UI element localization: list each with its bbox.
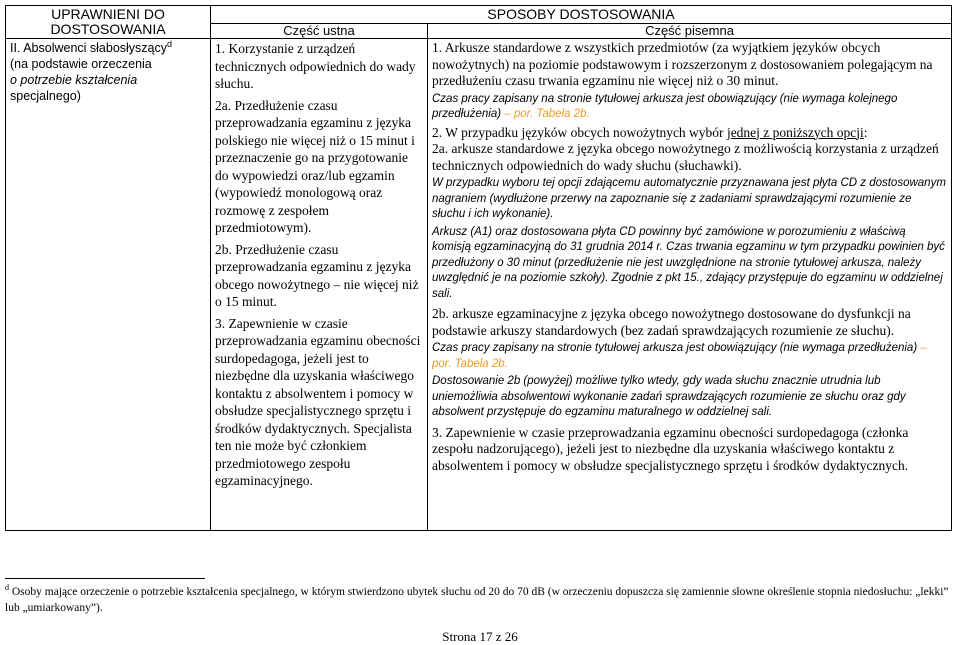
oral-item-1: 1. Korzystanie z urządzeń technicznych odpowiednich do wady słuchu. (215, 41, 416, 91)
written-note-2a: W przypadku wyboru tej opcji zdającemu automatycznie przyznawana jest płyta CD z dostosowanym nagraniem (wydłużone przerwy na zapoznanie się z zadaniami sprawdzającymi rozumienie ze słuchu i ich wykonanie). (432, 177, 946, 220)
header-oral-text: Część ustna (283, 23, 355, 38)
oral-item-2b: 2b. Przedłużenie czasu przeprowadzania egzaminu z języka obcego nowożytnego – nie więcej niż o 15 minut. (215, 241, 419, 309)
written-note-1 (432, 92, 947, 123)
written-note-1-ref: – por. Tabela 2b. (501, 108, 590, 120)
footnote-divider (5, 578, 205, 579)
written-note-1-text: Czas pracy zapisany na stronie tytułowej arkusza jest obowiązujący (nie wymaga kolejnego przedłużenia) (432, 92, 898, 120)
eligible-line4: specjalnego) (10, 89, 81, 103)
written-note-3 (432, 341, 947, 372)
adaptations-table (5, 5, 952, 531)
oral-cell (211, 39, 428, 531)
page-number: Strona 17 z 26 (442, 629, 518, 644)
footnote-ref: d (167, 38, 173, 49)
header-eligible (6, 6, 211, 39)
footnote (5, 584, 955, 616)
written-item-2b: 2b. arkusze egzaminacyjne z języka obcego nowożytnego dostosowane do dysfunkcji na podstawie arkuszy standardowych (bez zadań sprawdzających rozumienie ze słuchu). (432, 306, 911, 338)
eligible-title-text: II. Absolwenci słabosłyszący (10, 41, 168, 55)
written-item-1: 1. Arkusze standardowe z wszystkich przedmiotów (za wyjątkiem języków obcych nowożytnych) na poziomie podstawowym i rozszerzonym z dostosowaniem polegającym na przedłużeniu czasu trwania egzaminu nie więcej niż o 30 minut. (432, 40, 933, 88)
header-methods-text: SPOSOBY DOSTOSOWANIA (487, 6, 675, 22)
eligible-line2: (na podstawie orzeczenia (10, 57, 152, 71)
written-item-2-pre: 2. W przypadku języków obcych nowożytnych wybór (432, 124, 727, 140)
written-note-3-text: Czas pracy zapisany na stronie tytułowej arkusza jest obowiązujący (nie wymaga przedłużenia) (432, 342, 918, 354)
written-item-2a: 2a. arkusze standardowe z języka obcego nowożytnego z możliwością korzystania z urządzeń technicznych odpowiednich do wady słuchu (słuchawki). (432, 141, 939, 173)
written-item-2-post: : (863, 124, 868, 140)
header-written-text: Część pisemna (645, 23, 734, 38)
eligible-title (10, 40, 206, 56)
header-written (428, 24, 952, 39)
written-item-3: 3. Zapewnienie w czasie przeprowadzania egzaminu obecności surdopedagoga (członka zespołu nadzorującego), jeżeli jest to niezbędne dla uzyskania właściwego kontaktu z absolwentem i pomocy w obsłudze specjalistycznego sprzętu i środków dydaktycznych. (432, 424, 909, 473)
written-item-2 (432, 125, 947, 142)
header-methods (211, 6, 952, 24)
header-eligible-text: UPRAWNIENI DO DOSTOSOWANIA (50, 6, 166, 37)
written-note-2b: Arkusz (A1) oraz dostosowana płyta CD powinny być zamówione w porozumieniu z właściwą komisją egzaminacyjną do 31 grudnia 2014 r. Czas trwania egzaminu w tym przypadku powinien być przedłużony o 30 minut (przedłużenie nie jest uwzględnione na stronie tytułowej arkusza, należy uwzględnić je na poziomie szkoły). Zgodnie z pkt 15., zdający przystępuje do egzaminu w oddzielnej sali. (432, 225, 945, 300)
eligible-cell (6, 39, 211, 531)
oral-item-3: 3. Zapewnienie w czasie przeprowadzania egzaminu obecności surdopedagoga, jeżeli jest to niezbędne dla uzyskania właściwego kontaktu z absolwentem i pomocy w obsłudze specjalistycznego sprzętu i środków dydaktycznych. Specjalista ten nie może być członkiem przedmiotowego zespołu egzaminacyjnego. (215, 315, 421, 488)
footnote-text: Osoby mające orzeczenie o potrzebie kształcenia specjalnego, w którym stwierdzono ubytek słuchu od 20 do 70 dB (w orzeczeniu dopuszcza się zamiennie słowne określenie stopnia niedosłuchu: „lekki” lub „umiarkowany”). (5, 586, 949, 614)
written-cell (428, 39, 952, 531)
written-note-4: Dostosowanie 2b (powyżej) możliwe tylko wtedy, gdy wada słuchu znacznie utrudnia lub uniemożliwia absolwentowi wykonanie zadań sprawdzających rozumienie ze słuchu oraz gdy absolwent przystępuje do egzaminu maturalnego w oddzielnej sali. (432, 375, 906, 418)
footnote-marker: d (5, 583, 9, 593)
eligible-line3: o potrzebie kształcenia (10, 73, 138, 87)
written-item-2-underlined: jednej z poniższych opcji (726, 124, 864, 140)
oral-item-2a: 2a. Przedłużenie czasu przeprowadzania egzaminu z języka polskiego nie więcej niż o 15 minut i przeznaczenie go na przygotowanie do wypowiedzi oraz/lub egzamin (wypowiedź monologową oraz rozmowę z zespołem przedmiotowym). (215, 97, 415, 235)
written-note-3-ref: – por. Tabela 2b. (432, 342, 927, 370)
header-oral (211, 24, 428, 39)
